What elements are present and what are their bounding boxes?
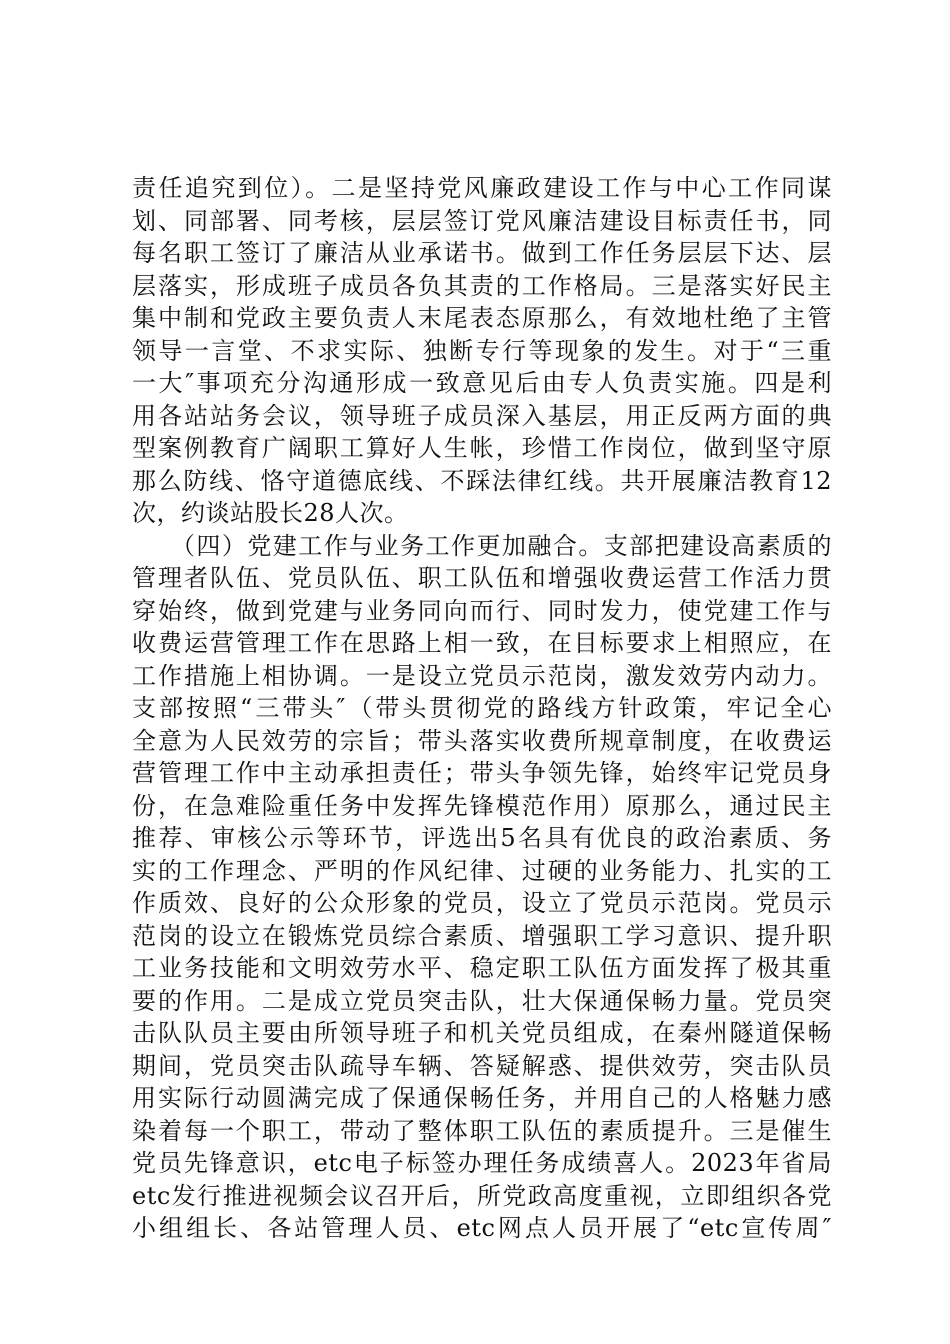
text-line: 支部按照“三带头″（带头贯彻党的路线方针政策，牢记全心	[132, 694, 832, 722]
text-line: 集中制和党政主要负责人末尾表态原那么，有效地杜绝了主管	[132, 304, 832, 332]
text-line: 层落实，形成班子成员各负其责的工作格局。三是落实好民主	[132, 271, 832, 300]
text-line: 每名职工签订了廉洁从业承诺书。做到工作任务层层下达、层	[132, 239, 832, 267]
body-text	[132, 172, 832, 1245]
text-line: （四）党建工作与业务工作更加融合。支部把建设高素质的	[132, 531, 832, 560]
text-line: etc发行推进视频会议召开后，所党政高度重视，立即组织各党	[132, 1181, 832, 1210]
text-line: 推荐、审核公示等环节，评选出5名具有优良的政治素质、务	[132, 824, 832, 852]
text-line: 次，约谈站股长28人次。	[132, 499, 409, 527]
text-line: 工业务技能和文明效劳水平、稳定职工队伍方面发挥了极其重	[132, 954, 832, 982]
text-line: 党员先锋意识，etc电子标签办理任务成绩喜人。2023年省局	[132, 1149, 832, 1177]
text-line: 划、同部署、同考核，层层签订党风廉洁建设目标责任书，同	[132, 206, 832, 235]
text-line: 份，在急难险重任务中发挥先锋模范作用）原那么，通过民主	[132, 791, 832, 820]
text-line: 责任追究到位）。二是坚持党风廉政建设工作与中心工作同谋	[132, 174, 832, 202]
text-line: 收费运营管理工作在思路上相一致，在目标要求上相照应，在	[132, 629, 832, 657]
text-line: 型案例教育广阔职工算好人生帐，珍惜工作岗位，做到坚守原	[132, 434, 832, 462]
text-line: 作质效、良好的公众形象的党员，设立了党员示范岗。党员示	[132, 889, 832, 917]
text-line: 染着每一个职工，带动了整体职工队伍的素质提升。三是催生	[132, 1116, 832, 1145]
text-line: 营管理工作中主动承担责任；带头争领先锋，始终牢记党员身	[132, 759, 832, 787]
text-line: 击队队员主要由所领导班子和机关党员组成，在秦州隧道保畅	[132, 1019, 832, 1047]
text-line: 要的作用。二是成立党员突击队，壮大保通保畅力量。党员突	[132, 986, 832, 1015]
text-line: 小组组长、各站管理人员、etc网点人员开展了“etc宣传周″	[132, 1214, 832, 1242]
text-line: 管理者队伍、党员队伍、职工队伍和增强收费运营工作活力贯	[132, 564, 832, 592]
text-line: 实的工作理念、严明的作风纪律、过硬的业务能力、扎实的工	[132, 856, 832, 885]
text-line: 用各站站务会议，领导班子成员深入基层，用正反两方面的典	[132, 401, 832, 430]
text-line: 领导一言堂、不求实际、独断专行等现象的发生。对于“三重	[132, 336, 832, 365]
text-line: 期间，党员突击队疏导车辆、答疑解惑、提供效劳，突击队员	[132, 1051, 832, 1080]
text-line: 工作措施上相协调。一是设立党员示范岗，激发效劳内动力。	[132, 661, 832, 690]
text-line: 范岗的设立在锻炼党员综合素质、增强职工学习意识、提升职	[132, 921, 832, 950]
text-line: 一大″事项充分沟通形成一致意见后由专人负责实施。四是利	[132, 369, 832, 397]
text-line: 用实际行动圆满完成了保通保畅任务，并用自己的人格魅力感	[132, 1084, 832, 1112]
text-line: 全意为人民效劳的宗旨；带头落实收费所规章制度，在收费运	[132, 726, 832, 755]
text-line: 穿始终，做到党建与业务同向而行、同时发力，使党建工作与	[132, 596, 832, 625]
text-line: 那么防线、恪守道德底线、不踩法律红线。共开展廉洁教育12	[132, 466, 832, 495]
